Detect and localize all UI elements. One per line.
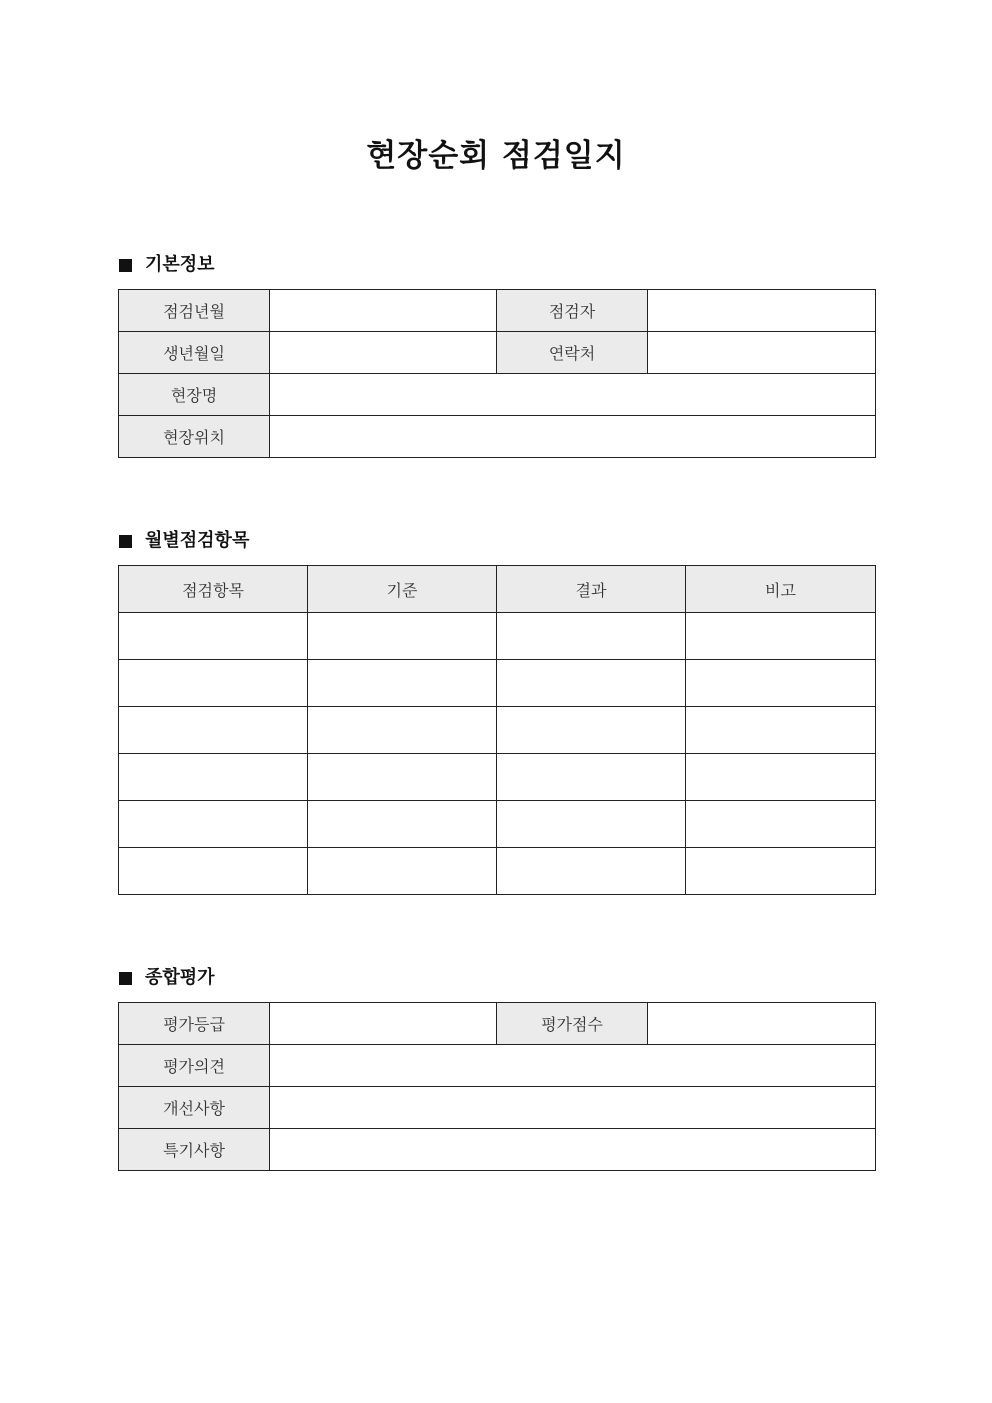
section-heading-label: 기본정보: [145, 254, 215, 275]
inspection-month-label: 점검년월: [119, 290, 270, 332]
column-header-item: 점검항목: [119, 566, 308, 613]
square-bullet-icon: [119, 535, 132, 548]
birth-date-field[interactable]: [270, 332, 497, 374]
section-heading-basic-info: [119, 253, 215, 277]
result-cell[interactable]: [497, 754, 686, 801]
inspector-field[interactable]: [648, 290, 876, 332]
result-cell[interactable]: [497, 707, 686, 754]
square-bullet-icon: [119, 259, 132, 272]
table-row: [119, 374, 876, 416]
note-cell[interactable]: [686, 613, 876, 660]
opinion-label: 평가의견: [119, 1045, 270, 1087]
item-cell[interactable]: [119, 660, 308, 707]
note-cell[interactable]: [686, 707, 876, 754]
note-cell[interactable]: [686, 848, 876, 895]
item-cell[interactable]: [119, 801, 308, 848]
section-heading-label: 월별점검항목: [145, 530, 250, 551]
contact-field[interactable]: [648, 332, 876, 374]
standard-cell[interactable]: [308, 660, 497, 707]
remarks-label: 특기사항: [119, 1129, 270, 1171]
item-cell[interactable]: [119, 754, 308, 801]
result-cell[interactable]: [497, 848, 686, 895]
note-cell[interactable]: [686, 660, 876, 707]
standard-cell[interactable]: [308, 754, 497, 801]
score-field[interactable]: [648, 1003, 876, 1045]
result-cell[interactable]: [497, 660, 686, 707]
site-name-field[interactable]: [270, 374, 876, 416]
table-row: [119, 613, 876, 660]
section-heading-monthly-items: [119, 529, 249, 553]
improvements-label: 개선사항: [119, 1087, 270, 1129]
item-cell[interactable]: [119, 707, 308, 754]
section-heading-label: 종합평가: [145, 967, 215, 988]
table-row: [119, 1003, 876, 1045]
square-bullet-icon: [119, 972, 132, 985]
monthly-items-table: [118, 565, 876, 895]
standard-cell[interactable]: [308, 707, 497, 754]
table-row: [119, 1045, 876, 1087]
standard-cell[interactable]: [308, 613, 497, 660]
item-cell[interactable]: [119, 613, 308, 660]
opinion-field[interactable]: [270, 1045, 876, 1087]
table-row: [119, 801, 876, 848]
standard-cell[interactable]: [308, 801, 497, 848]
table-row: [119, 754, 876, 801]
contact-label: 연락처: [497, 332, 648, 374]
result-cell[interactable]: [497, 613, 686, 660]
column-header-result: 결과: [497, 566, 686, 613]
table-row: [119, 290, 876, 332]
site-location-field[interactable]: [270, 416, 876, 458]
inspection-month-field[interactable]: [270, 290, 497, 332]
birth-date-label: 생년월일: [119, 332, 270, 374]
improvements-field[interactable]: [270, 1087, 876, 1129]
standard-cell[interactable]: [308, 848, 497, 895]
table-row: [119, 707, 876, 754]
result-cell[interactable]: [497, 801, 686, 848]
remarks-field[interactable]: [270, 1129, 876, 1171]
column-header-note: 비고: [686, 566, 876, 613]
table-row: [119, 1087, 876, 1129]
site-location-label: 현장위치: [119, 416, 270, 458]
overall-evaluation-table: [118, 1002, 876, 1171]
grade-label: 평가등급: [119, 1003, 270, 1045]
note-cell[interactable]: [686, 754, 876, 801]
table-row: [119, 332, 876, 374]
score-label: 평가점수: [497, 1003, 648, 1045]
site-name-label: 현장명: [119, 374, 270, 416]
table-row: [119, 660, 876, 707]
page-title: 현장순회 점검일지: [366, 138, 626, 174]
section-heading-overall-evaluation: [119, 966, 215, 990]
table-row: [119, 1129, 876, 1171]
basic-info-table: [118, 289, 876, 458]
item-cell[interactable]: [119, 848, 308, 895]
note-cell[interactable]: [686, 801, 876, 848]
table-row: [119, 848, 876, 895]
grade-field[interactable]: [270, 1003, 497, 1045]
table-row: [119, 416, 876, 458]
table-header-row: [119, 566, 876, 613]
column-header-standard: 기준: [308, 566, 497, 613]
inspector-label: 점검자: [497, 290, 648, 332]
